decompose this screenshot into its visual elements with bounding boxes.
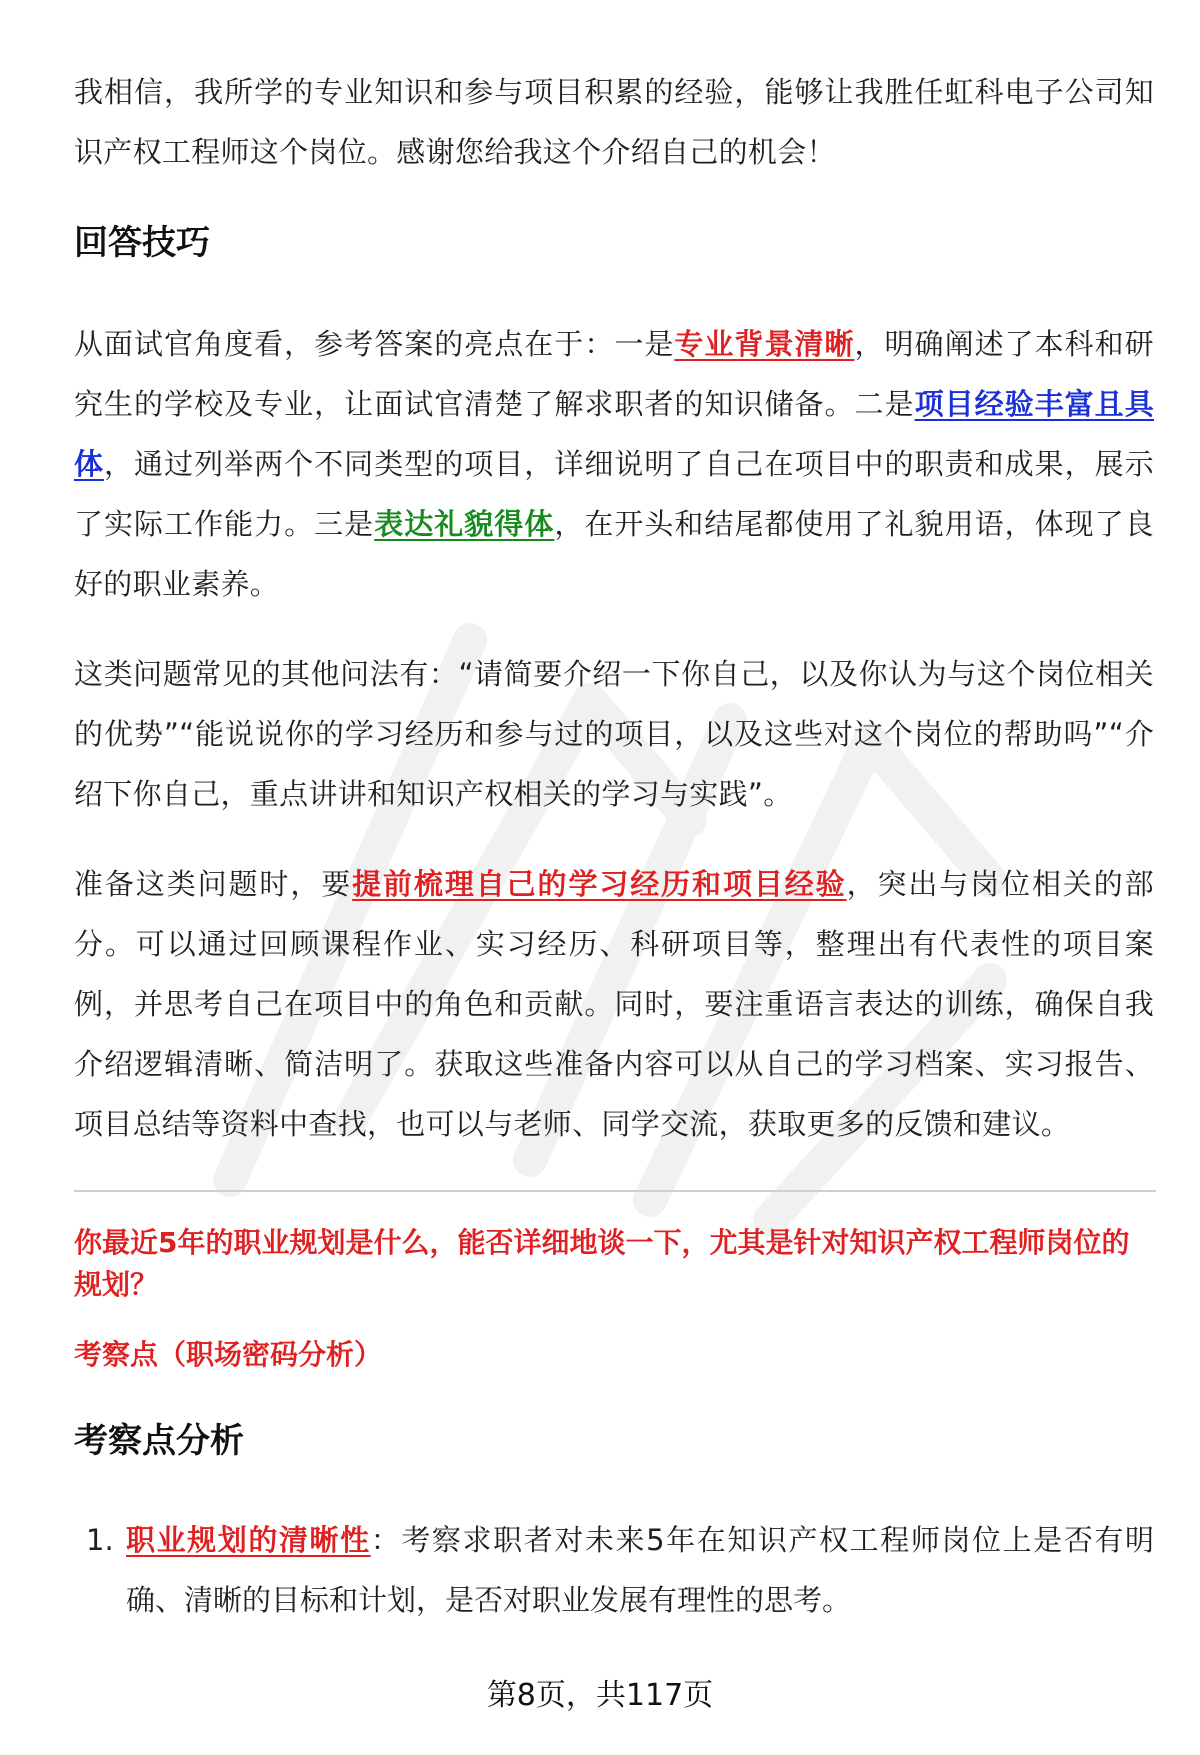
tips-paragraph-1	[74, 314, 1154, 614]
highlight-polite-expression: 表达礼貌得体	[374, 507, 555, 541]
text-segment: 准备这类问题时，要	[74, 867, 353, 901]
text-segment: ，突出与岗位相关的部分。可以通过回顾课程作业、实习经历、科研项目等，整理出有代表性的项目案例，并思考自己在项目中的角色和贡献。同时，要注重语言表达的训练，确保自我介绍逻辑清晰、简洁明了。获取这些准备内容可以从自己的学习档案、实习报告、项目总结等资料中查找，也可以与老师、同学交流，获取更多的反馈和建议。	[74, 867, 1154, 1141]
tips-heading: 回答技巧	[74, 223, 210, 263]
text-segment: ，通过列举两个不同类型的项目，详细说明了自己在项目中的职责和成果，展示了实际工作能力。三是	[74, 447, 1154, 541]
page-number: 第8页，共117页	[486, 1678, 714, 1713]
analysis-heading: 考察点分析	[74, 1421, 244, 1461]
text-segment: 从面试官角度看，参考答案的亮点在于：一是	[74, 327, 675, 361]
main-content	[74, 62, 1154, 1630]
section-divider	[74, 1190, 1156, 1192]
highlight-professional-background: 专业背景清晰	[674, 327, 855, 361]
text-segment: ，在开头和结尾都使用了礼貌用语，体现了良好的职业素养。	[74, 507, 1154, 601]
highlight-project-experience: 项目经验丰富且具体	[74, 387, 1155, 481]
highlight-prepare-experience: 提前梳理自己的学习经历和项目经验	[352, 867, 847, 901]
text-segment: ：考察求职者对未来5年在知识产权工程师岗位上是否有明确、清晰的目标和计划，是否对职业发展有理性的思考。	[126, 1523, 1154, 1617]
text-segment: ，明确阐述了本科和研究生的学校及专业，让面试官清楚了解求职者的知识储备。二是	[74, 327, 1154, 421]
list-number: 1.	[86, 1523, 114, 1557]
analysis-list-item	[74, 1510, 1154, 1630]
highlight-career-clarity: 职业规划的清晰性	[126, 1523, 371, 1557]
tips-paragraph-2: 这类问题常见的其他问法有：“请简要介绍一下你自己，以及你认为与这个岗位相关的优势”“能说说你的学习经历和参与过的项目，以及这些对这个岗位的帮助吗”“介绍下你自己，重点讲讲和知识产权相关的学习与实践”。	[74, 657, 1154, 811]
question-subtitle: 考察点（职场密码分析）	[74, 1338, 383, 1371]
tips-paragraph-3	[74, 854, 1154, 1154]
intro-paragraph: 我相信，我所学的专业知识和参与项目积累的经验，能够让我胜任虹科电子公司知识产权工程师这个岗位。感谢您给我这个介绍自己的机会！	[74, 75, 1154, 169]
list-body	[126, 1510, 1154, 1630]
question-title: 你最近5年的职业规划是什么，能否详细地谈一下，尤其是针对知识产权工程师岗位的规划？	[74, 1226, 1130, 1301]
